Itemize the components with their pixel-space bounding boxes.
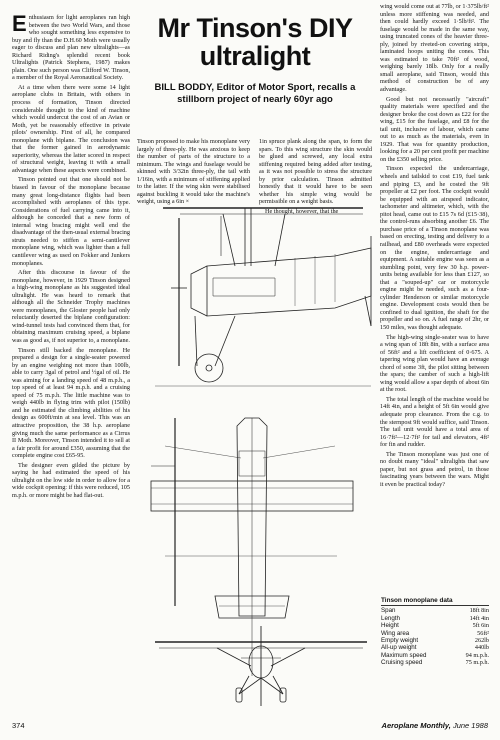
middle-paragraph-b2: He thought, however, that the bbox=[265, 207, 339, 215]
spec-label: All-up weight bbox=[381, 644, 417, 652]
paragraph-4: After this discourse in favour of the monoplane, however, in 1929 Tinson designed a high-wing monoplane as his suggested ideal ultralight. He was heard to remark that although all the Schneider Trophy machines were monoplanes, the Gloster people had only reluctantly deserted the biplane configuration: wind-tunnel tests had convinced them that, for obtaining maximum cruising speed, a biplane was as good as, if not superior to, a monoplane. bbox=[12, 269, 130, 344]
issue-date: June 1988 bbox=[452, 721, 488, 730]
spec-value: 56ft² bbox=[477, 629, 489, 637]
spec-value: 262lb bbox=[474, 637, 489, 645]
page-number: 374 bbox=[12, 721, 25, 730]
paragraph-5: Tinson still backed the monoplane. He prepared a design for a single-seater powered by an engine weighing not more than 100lb, able to carry 3gal of petrol and ½gal of oil. He was aiming for a landing speed of 48 m.p.h., a top speed of at least 94 m.p.h. and a cruising speed of 75 m.p.h. The little machine was to weigh 440lb in flying trim with pilot (150lb) and he estimated the climbing abilities of his design as 600ft/min at sea level. This was an attractive proposition, the 38 h.p. aeroplane giving much the same performance as a Cirrus II Moth. Moreover, Tinson intended it to sell at a fair profit for around £350, assuming that the complete engine cost £65-95. bbox=[12, 346, 130, 460]
left-article-column bbox=[12, 11, 130, 714]
spec-value: 94 m.p.h. bbox=[465, 651, 489, 659]
right-paragraph-2: Good but not necessarily "aircraft" quality materials were specified and the designer broke the cost down as £22 for the wing, £15 for the fuselage, and £8 for the tail unit, inclusive of labour, which came out to as much as the materials, even in 1929. That was for quantity production, looking for a 20 per cent profit per machine on the £350 selling price. bbox=[380, 95, 489, 163]
spec-row bbox=[381, 607, 489, 614]
paragraph-6: The designer even gilded the picture by saying he had estimated the speed of his ultralight on the low side in order to allow for a wide cockpit opening: if this were reduced, 105 m.p.h. or more might be had flat-out. bbox=[12, 461, 130, 499]
article-title: Mr Tinson's DIY ultralight bbox=[157, 13, 353, 71]
paragraph-1-text: nthusiasm for light aeroplanes ran high between the two World Wars, and those who sought something less expensive to buy and fly than the D.H.60 Moth were usually eager to discuss and plan new ultralights—as Richard Riding's splendid recent book Ultralights (Patrick Stephens, 1987) makes plain. One such person was Clifford W. Tinson, a member of the Royal Aeronautical Society. bbox=[12, 14, 130, 82]
spec-table bbox=[381, 597, 489, 667]
spec-value: 440lb bbox=[474, 644, 489, 652]
spec-row bbox=[381, 637, 489, 644]
paragraph-2: At a time when there were some 14 light aeroplane clubs in Britain, with others in process of formation, Tinson directed considerable thought to the kind of machine which would undercut the cost of an Avian or Moth, yet be reasonably effective in private pilots' ownership. First of all, he compared monoplane with biplane. The conclusion was that the former gained in aerodynamic superiority, whereas the latter scored in respect of structural weight, leaving it with a small advantage when these aspects were combined. bbox=[12, 83, 130, 174]
right-paragraph-6: The Tinson monoplane was just one of no doubt many "ideal" ultralights that saw paper, but not grass and petrol, in those fascinating years between the wars. Might it even be practical today? bbox=[380, 450, 489, 488]
right-paragraph-5: The total length of the machine would be 14ft 4in, and a height of 5ft 6in would give adequate prop clearance. From the c.g. to the sternpost 9ft would suffice, said Tinson. The tail unit would have a total area of 16·7ft²—12·7ft² for tail and elevators, 4ft² for fin and rudder. bbox=[380, 395, 489, 449]
spec-label: Empty weight bbox=[381, 637, 419, 645]
magazine-name: Aeroplane Monthly, bbox=[381, 721, 451, 730]
spec-label: Cruising speed bbox=[381, 659, 423, 667]
aircraft-three-view-drawing bbox=[135, 196, 377, 716]
spec-value: 14ft 4in bbox=[469, 614, 489, 622]
right-paragraph-4: The high-wing single-seater was to have a wing span of 18ft 8in, with a surface area of 56ft² and a lift coefficient of 0·675. A tapering wing plan would have an average chord of some 3ft, the pilot sitting between the spars; the camber of such a high-lift wing would allow a spar depth of about 6in at the root. bbox=[380, 333, 489, 394]
paragraph-1 bbox=[12, 11, 130, 82]
spec-row bbox=[381, 622, 489, 629]
spec-row bbox=[381, 652, 489, 659]
spec-label: Span bbox=[381, 607, 396, 615]
drop-cap: E bbox=[12, 11, 27, 36]
spec-label: Maximum speed bbox=[381, 651, 427, 659]
spec-row bbox=[381, 615, 489, 622]
spec-table-title: Tinson monoplane data bbox=[381, 597, 489, 606]
spec-row bbox=[381, 659, 489, 666]
middle-paragraph-b1: 1in spruce plank along the span, to form the spars. To this wing structure the skin would be glued and screwed, any local extra stiffening required being added after testing, as it was not possible to stress the structure by prior calculation. Tinson admitted honestly that it would have to be seen whether his simple wing would be permissible on a weight basis. bbox=[259, 138, 372, 206]
spec-row bbox=[381, 644, 489, 651]
spec-label: Wing area bbox=[381, 629, 410, 637]
right-paragraph-1: wing would come out at 77lb, or 1·375lb/ft² unless more stiffening was needed, and then could hardly exceed 1·5lb/ft². The fuselage would be made in the same way, using truncated cones of the heavier three-ply, joined by riveted-on covering strips, laminated hoops uniting the cones. This was estimated to take 70ft² of wood, weighing barely 18lb. Only for a really small aeroplane, said Tinson, would this method of construction be of any advantage. bbox=[380, 3, 489, 94]
spec-label: Length bbox=[381, 614, 400, 622]
spec-label: Height bbox=[381, 622, 399, 630]
middle-paragraph-a: Tinson proposed to make his monoplane very largely of three-ply. He was anxious to keep the number of parts of the structure to a minimum. The wings and fuselage would be skinned with 3/32in three-ply, the tail with 1/16in, with a minimum of stiffening applied to the latter. If the wing skin were stabilised against buckling it would take the machine's weight, using a 6in × bbox=[137, 138, 250, 206]
article-byline: BILL BODDY, Editor of Motor Sport, recalls a stillborn project of nearly 60yr ago bbox=[154, 82, 356, 105]
running-footer bbox=[382, 721, 488, 730]
spec-value: 75 m.p.h. bbox=[465, 659, 489, 667]
spec-value: 5ft 6in bbox=[472, 622, 489, 630]
middle-article-columns bbox=[137, 138, 372, 215]
right-paragraph-3: Tinson expected the undercarriage, wheels and tailskid to cost £19, fuel tank and piping £3, and he costed the 9ft propeller at £2 per foot. The cockpit would be equipped with an airspeed indicator, tachometer and altimeter, which, with the pitot head, came out to £15 7s 6d (£15·38), the control-runs absorbing another £6. The purchase price of a Tinson monoplane was based on erecting, testing and delivery to a railhead, and £80 overheads were expected on the engine, undercarriage and equipment. A suitable engine was seen as a stumbling point, very few 30 h.p. power-units being available for less than £127, so that a "souped-up" car or motorcycle engine might be needed, such as a four-cylinder Henderson or similar motorcycle engine. Development costs would then be confined to dual ignition, the shaft for the propeller and so on. A fuel range of 2hr, or 150 miles, was thought adequate. bbox=[380, 165, 489, 331]
paragraph-3: Tinson pointed out that one should not be biased in favour of the monoplane because many great long-distance flights had been accomplished with aeroplanes of this type. Considerations of fuel carrying came into it, although he conceded that a new form of internal wing bracing might well end the disadvantage of the then-usual external bracing struts needed to stiffen a semi-cantilever monoplane wing, which was lighter than a full cantilever wing as used on Fokker and Junkers monoplanes. bbox=[12, 176, 130, 267]
plan-view bbox=[151, 418, 353, 676]
right-article-column bbox=[380, 3, 489, 603]
spec-row bbox=[381, 630, 489, 637]
spec-value: 18ft 8in bbox=[469, 607, 489, 615]
side-elevation-view bbox=[155, 208, 371, 386]
front-elevation-view bbox=[155, 626, 367, 706]
